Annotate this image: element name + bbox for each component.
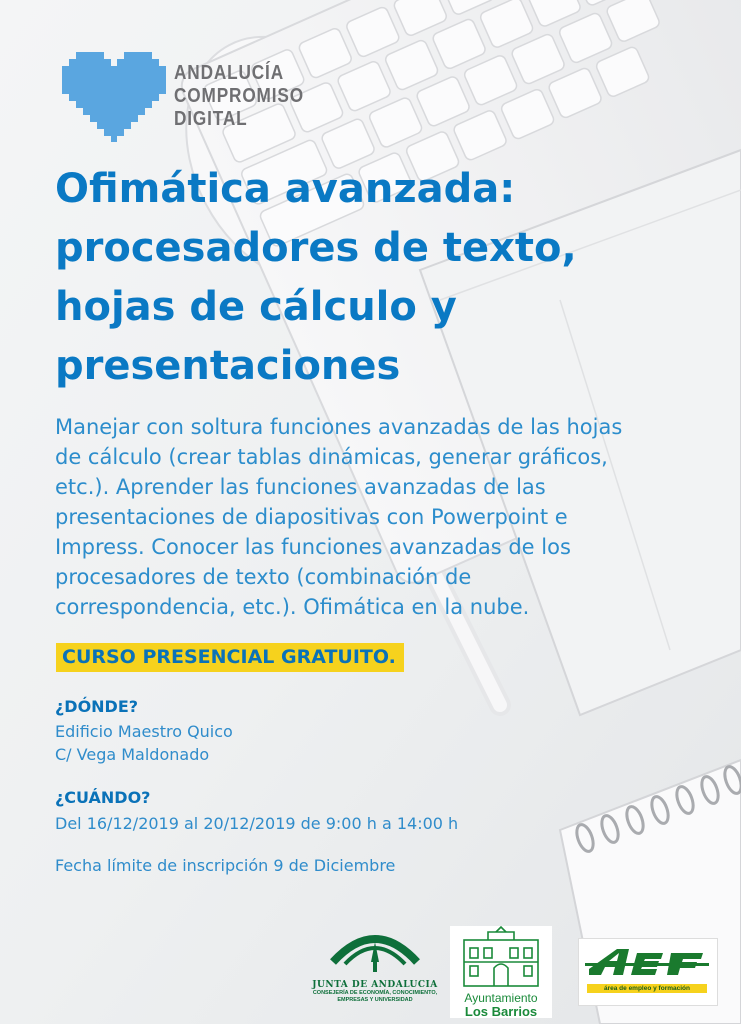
- aef-logo: [578, 938, 718, 1006]
- logo-line-2: COMPROMISO: [174, 85, 304, 107]
- when-heading: ¿CUÁNDO?: [55, 788, 151, 807]
- registration-deadline: Fecha límite de inscripción 9 de Diciembre: [55, 856, 396, 875]
- title-line-1: Ofimática avanzada:: [55, 166, 516, 212]
- title-line-2: procesadores de texto,: [55, 225, 577, 271]
- desc-line-4: presentaciones de diapositivas con Powerpoint e: [55, 505, 568, 529]
- aef-tagline: área de empleo y formación: [587, 984, 707, 993]
- ayuntamiento-town: Los Barrios: [464, 1004, 538, 1019]
- where-heading: ¿DÓNDE?: [55, 697, 139, 716]
- ayuntamiento-logo: [450, 926, 552, 1018]
- where-street: C/ Vega Maldonado: [55, 745, 210, 764]
- junta-andalucia-logo: [310, 922, 440, 1004]
- junta-department: [310, 990, 440, 1004]
- desc-line-3: etc.). Aprender las funciones avanzadas de las: [55, 475, 546, 499]
- logo-wordmark: [174, 62, 304, 131]
- aef-mark-icon: [579, 939, 717, 985]
- desc-line-2: de cálculo (crear tablas dinámicas, generar gráficos,: [55, 445, 608, 469]
- desc-line-7: correspondencia, etc.). Ofimática en la nube.: [55, 595, 530, 619]
- desc-line-6: procesadores de texto (combinación de: [55, 565, 472, 589]
- desc-line-1: Manejar con soltura funciones avanzadas de las hojas: [55, 415, 623, 439]
- when-dates: Del 16/12/2019 al 20/12/2019 de 9:00 h a 14:00 h: [55, 814, 459, 833]
- free-course-badge: CURSO PRESENCIAL GRATUITO.: [56, 643, 404, 672]
- town-hall-icon: [458, 926, 544, 988]
- junta-department-line-1: CONSEJERÍA DE ECONOMÍA, CONOCIMIENTO,: [312, 990, 438, 996]
- logo-line-1: ANDALUCÍA: [174, 62, 284, 84]
- junta-emblem-icon: [327, 922, 423, 974]
- course-description: [55, 412, 725, 622]
- title-line-3: hojas de cálculo y: [55, 284, 457, 330]
- junta-name: JUNTA DE ANDALUCIA: [312, 980, 438, 990]
- title-line-4: presentaciones: [55, 343, 401, 389]
- course-title: [55, 160, 715, 396]
- junta-department-line-2: EMPRESAS Y UNIVERSIDAD: [337, 997, 413, 1003]
- logo-line-3: DIGITAL: [174, 108, 248, 130]
- pixel-heart-icon: [62, 52, 166, 142]
- ayuntamiento-label: Ayuntamiento: [464, 991, 538, 1005]
- desc-line-5: Impress. Conocer las funciones avanzadas de los: [55, 535, 571, 559]
- where-building: Edificio Maestro Quico: [55, 722, 233, 741]
